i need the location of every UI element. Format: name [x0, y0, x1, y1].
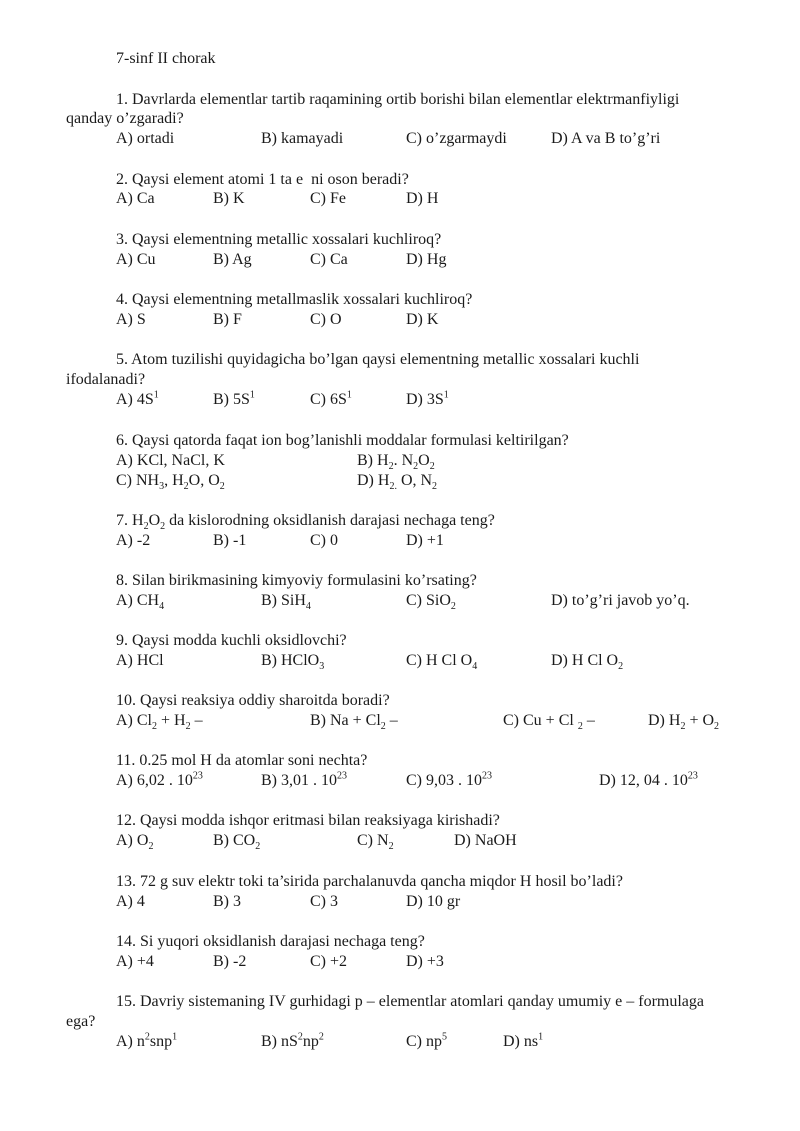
question-6-option-b: B) $H_2$. $N_2O_2$	[357, 452, 435, 473]
question-14-option-d: D) +3	[406, 953, 444, 970]
question-9-text: 9. Qaysi modda kuchli oksidlovchi?	[116, 632, 347, 649]
question-14-option-c: C) +2	[310, 953, 348, 970]
question-9-option-a: A) HCl	[116, 652, 164, 669]
question-9-option-c: C) H Cl $O_4$	[406, 652, 478, 673]
question-3-option-b: B) Ag	[213, 251, 252, 268]
question-1-text-cont: qanday o’zgaradi?	[66, 110, 184, 127]
question-14-option-b: B) -2	[213, 953, 247, 970]
question-13-text: 13. 72 g suv elektr toki ta’sirida parchalanuvda qancha miqdor H hosil bo’ladi?	[116, 873, 623, 890]
question-5-option-d: D) $3S^1$	[406, 389, 449, 408]
question-12-option-d: D) NaOH	[454, 832, 517, 849]
question-13-option-a: A) 4	[116, 893, 145, 910]
question-6-option-d: D) $H_{2.}$ O, $N_2$	[357, 472, 438, 493]
page-title: 7-sinf II chorak	[116, 50, 216, 67]
question-14-text: 14. Si yuqori oksidlanish darajasi nechaga teng?	[116, 933, 425, 950]
question-8-option-d: D) to’g’ri javob yo’q.	[551, 592, 690, 609]
question-10-option-d: D) $H_2 + O_2$	[648, 712, 720, 733]
question-15-option-c: C) $np^5$	[406, 1031, 447, 1050]
question-8-text: 8. Silan birikmasining kimyoviy formulasini ko’rsating?	[116, 572, 477, 589]
question-11-option-c: C) 9,03 . $10^{23}$	[406, 770, 492, 789]
question-12-option-b: B) $CO_2$	[213, 832, 261, 853]
question-15-option-b: B) $nS^2np^2$	[261, 1031, 324, 1050]
question-8-option-a: A) $CH_4$	[116, 592, 165, 613]
question-4-option-a: A) S	[116, 311, 146, 328]
question-11-text: 11. 0.25 mol H da atomlar soni nechta?	[116, 752, 368, 769]
question-2-option-d: D) H	[406, 190, 439, 207]
question-1-text: 1. Davrlarda elementlar tartib raqamining ortib borishi bilan elementlar elektrmanfiyligi	[116, 91, 680, 108]
question-15-option-d: D) $ns^1$	[503, 1031, 544, 1050]
question-9-option-b: B) HClO$_3$	[261, 652, 325, 673]
question-8-option-c: C) SiO$_2$	[406, 592, 456, 613]
question-3-text: 3. Qaysi elementning metallic xossalari kuchliroq?	[116, 231, 442, 248]
question-15-text: 15. Davriy sistemaning IV gurhidagi p – elementlar atomlari qanday umumiy e – formulaga	[116, 993, 704, 1010]
question-7-option-a: A) -2	[116, 532, 151, 549]
question-6-option-c: C) $NH_3$, $H_2O$, $O_2$	[116, 472, 225, 493]
question-13-option-b: B) 3	[213, 893, 241, 910]
question-2-text: 2. Qaysi element atomi 1 ta e ni oson beradi?	[116, 171, 409, 188]
question-11-option-d: D) 12, 04 . $10^{23}$	[599, 770, 698, 789]
question-7-option-c: C) 0	[310, 532, 338, 549]
question-6-text: 6. Qaysi qatorda faqat ion bog’lanishli moddalar formulasi keltirilgan?	[116, 432, 569, 449]
question-5-option-c: C) $6S^1$	[310, 389, 352, 408]
question-4-text: 4. Qaysi elementning metallmaslik xossalari kuchliroq?	[116, 291, 473, 308]
question-13-option-d: D) 10 gr	[406, 893, 461, 910]
question-9-option-d: D) H Cl $O_2$	[551, 652, 624, 673]
question-1-option-c: C) o’zgarmaydi	[406, 130, 507, 147]
question-5-option-a: A) $4S^1$	[116, 389, 159, 408]
question-7-text: 7. $H_2O_2$ da kislorodning oksidlanish darajasi nechaga teng?	[116, 512, 495, 533]
question-15-text-cont: ega?	[66, 1013, 96, 1030]
question-2-option-b: B) K	[213, 190, 245, 207]
question-3-option-d: D) Hg	[406, 251, 447, 268]
question-11-option-b: B) 3,01 . $10^{23}$	[261, 770, 347, 789]
question-12-option-a: A) $O_2$	[116, 832, 154, 853]
question-15-option-a: A) $n^2snp^1$	[116, 1031, 178, 1050]
question-10-option-c: C) Cu + Cl $_2$ –	[503, 712, 595, 733]
question-10-option-b: B) $Na + Cl_2$ –	[310, 712, 398, 733]
question-7-option-d: D) +1	[406, 532, 444, 549]
question-13-option-c: C) 3	[310, 893, 338, 910]
question-7-option-b: B) -1	[213, 532, 247, 549]
question-8-option-b: B) SiH$_4$	[261, 592, 311, 613]
question-10-text: 10. Qaysi reaksiya oddiy sharoitda boradi?	[116, 692, 390, 709]
question-3-option-a: A) Cu	[116, 251, 156, 268]
question-12-text: 12. Qaysi modda ishqor eritmasi bilan reaksiyaga kirishadi?	[116, 812, 500, 829]
question-2-option-a: A) Ca	[116, 190, 155, 207]
question-1-option-d: D) A va B to’g’ri	[551, 130, 661, 147]
question-5-text-cont: ifodalanadi?	[66, 371, 146, 388]
question-4-option-d: D) K	[406, 311, 439, 328]
question-4-option-c: C) O	[310, 311, 342, 328]
question-1-option-b: B) kamayadi	[261, 130, 344, 147]
question-4-option-b: B) F	[213, 311, 242, 328]
question-12-option-c: C) $N_2$	[357, 832, 394, 853]
question-6-option-a: A) KCl, NaCl, K	[116, 452, 225, 469]
question-10-option-a: A) $Cl_2 + H_2$ –	[116, 712, 203, 733]
question-11-option-a: A) 6,02 . $10^{23}$	[116, 770, 203, 789]
question-1-option-a: A) ortadi	[116, 130, 175, 147]
question-2-option-c: C) Fe	[310, 190, 346, 207]
question-3-option-c: C) Ca	[310, 251, 348, 268]
question-5-option-b: B) $5S^1$	[213, 389, 255, 408]
question-5-text: 5. Atom tuzilishi quyidagicha bo’lgan qaysi elementning metallic xossalari kuchli	[116, 351, 640, 368]
question-14-option-a: A) +4	[116, 953, 154, 970]
